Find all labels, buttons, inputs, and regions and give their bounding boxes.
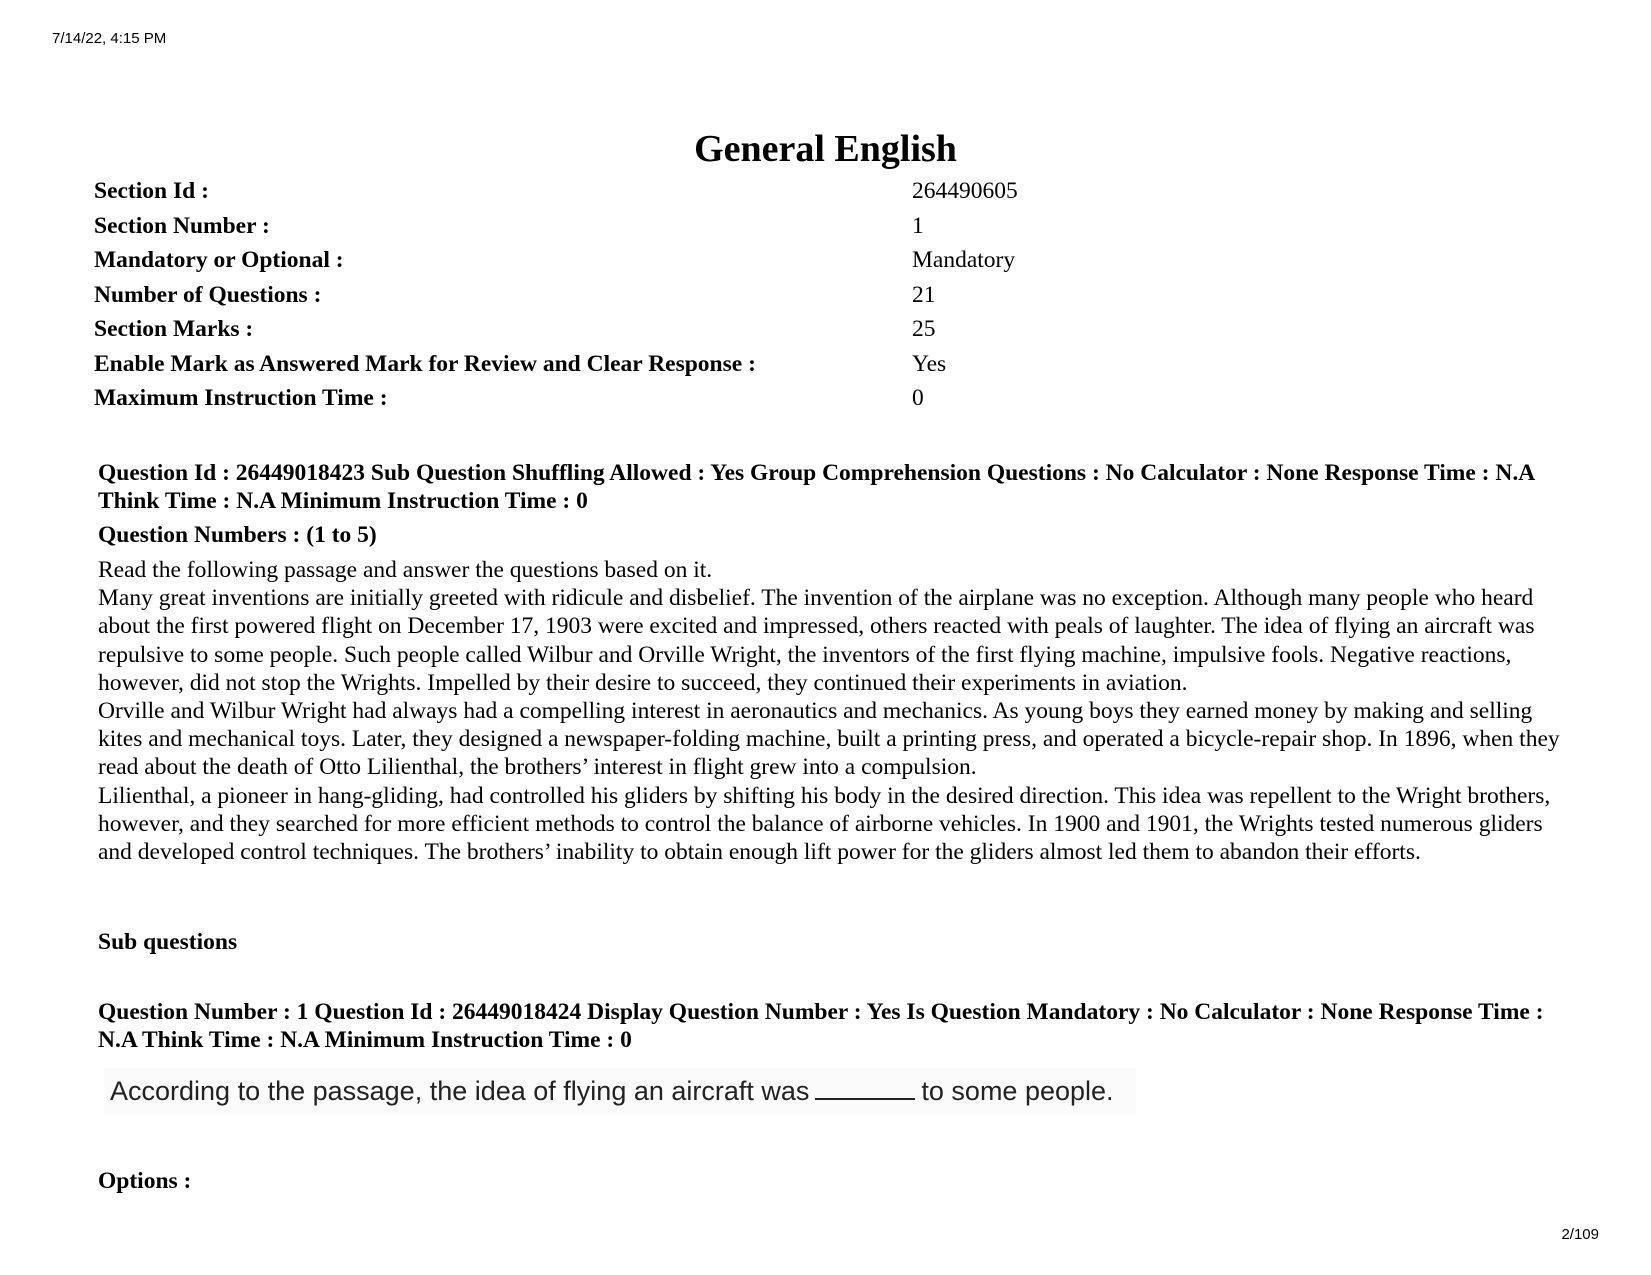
row-label: Section Marks : <box>94 316 254 342</box>
section-number-row <box>94 209 1094 244</box>
row-label: Maximum Instruction Time : <box>94 385 388 411</box>
max-instruction-time-row <box>94 381 1094 416</box>
row-label: Mandatory or Optional : <box>94 247 344 273</box>
question-meta: Question Number : 1 Question Id : 26449018424 Display Question Number : Yes Is Question Mandatory : No Calculator : None Response Time : N.A Think Time : N.A Minimum Instruction Time : 0 <box>98 999 1544 1053</box>
page-number: 2/109 <box>1561 1226 1599 1243</box>
row-label: Section Number : <box>94 212 270 239</box>
question-numbers: Question Numbers : (1 to 5) <box>98 522 377 548</box>
row-value: 25 <box>912 316 936 342</box>
row-label: Number of Questions : <box>94 281 322 308</box>
enable-mark-row <box>94 347 1094 382</box>
section-title: General English <box>694 128 957 170</box>
row-value: 1 <box>912 212 924 239</box>
print-timestamp: 7/14/22, 4:15 PM <box>52 30 167 47</box>
passage-instruction: Read the following passage and answer the questions based on it. <box>98 557 713 583</box>
row-value: 21 <box>912 281 936 308</box>
section-id-row <box>94 174 1094 209</box>
row-value: Mandatory <box>912 247 1016 273</box>
passage-paragraph: Many great inventions are initially greeted with ridicule and disbelief. The invention of the airplane was no exception. Although many people who heard about the first powered flight on December 17, 1903 were excited and impressed, others reacted with peals of laughter. The idea of flying an aircraft was repulsive to some people. Such people called Wilbur and Orville Wright, the inventors of the first flying machine, impulsive fools. Negative reactions, however, did not stop the Wrights. Impelled by their desire to succeed, they continued their experiments in aviation. <box>98 585 1535 696</box>
passage-paragraph: Orville and Wilbur Wright had always had a compelling interest in aeronautics and mechanics. As young boys they earned money by making and selling kites and mechanical toys. Later, they designed a newspaper-folding machine, built a printing press, and operated a bicycle-repair shop. In 1896, when they read about the death of Otto Lilienthal, the brothers’ interest in flight grew into a compulsion. <box>98 698 1560 781</box>
options-label: Options : <box>98 1168 192 1194</box>
comprehension-passage <box>98 556 1578 866</box>
mandatory-row <box>94 243 1094 278</box>
number-of-questions-row <box>94 278 1094 313</box>
passage-paragraph: Lilienthal, a pioneer in hang-gliding, had controlled his gliders by shifting his body in the desired direction. This idea was repellent to the Wright brothers, however, and they searched for more efficient methods to control the balance of airborne vehicles. In 1900 and 1901, the Wrights tested numerous gliders and developed control techniques. The brothers’ inability to obtain enough lift power for the gliders almost led them to abandon their efforts. <box>98 782 1551 866</box>
row-value: 264490605 <box>912 178 1018 204</box>
group-question-meta: Question Id : 26449018423 Sub Question Shuffling Allowed : Yes Group Comprehension Questions : No Calculator : None Response Time : N.A Think Time : N.A Minimum Instruction Time : 0 <box>98 460 1534 514</box>
section-marks-row <box>94 312 1094 347</box>
row-value: 0 <box>912 385 924 411</box>
fill-in-blank <box>815 1076 915 1100</box>
row-label: Enable Mark as Answered Mark for Review and Clear Response : <box>94 350 756 377</box>
question-text-image <box>104 1068 1136 1114</box>
row-value: Yes <box>912 350 947 377</box>
question-text-end: to some people. <box>921 1076 1114 1106</box>
question-text-start: According to the passage, the idea of flying an aircraft was <box>110 1076 810 1106</box>
section-info-table <box>94 174 1094 416</box>
row-label: Section Id : <box>94 178 209 204</box>
sub-questions-heading: Sub questions <box>98 929 238 955</box>
